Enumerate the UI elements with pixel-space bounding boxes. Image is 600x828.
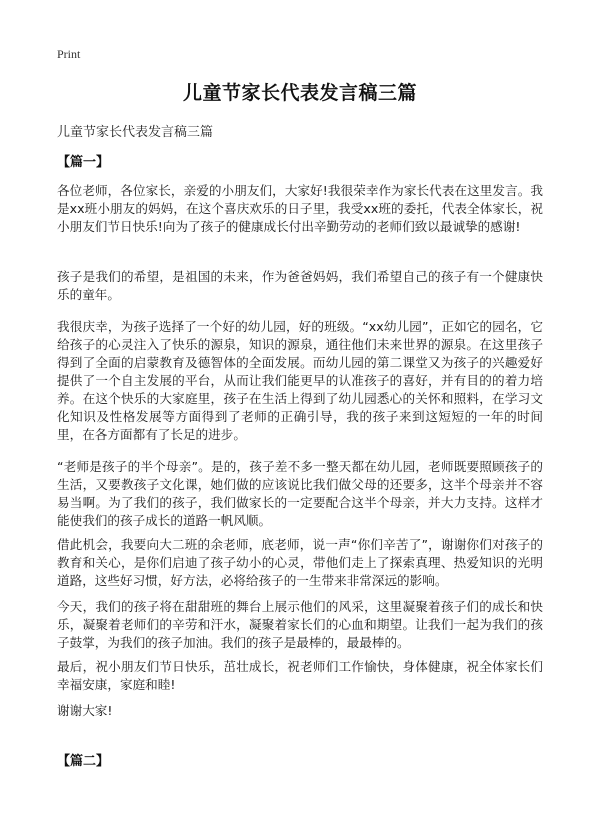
paragraph: 各位老师，各位家长，亲爱的小朋友们，大家好!我很荣幸作为家长代表在这里发言。我是xx班小朋友的妈妈，在这个喜庆欢乐的日子里，我受xx班的委托，代表全体家长，祝小朋友们节日快乐!向为了孩子的健康成长付出辛勤劳动的老师们致以最诚挚的感谢!	[57, 183, 543, 234]
paragraph: “老师是孩子的半个母亲”。是的，孩子差不多一整天都在幼儿园，老师既要照顾孩子的生活，又要教孩子文化课，她们做的应该说比我们做父母的还要多，这半个母亲并不容易当啊。为了我们的孩子，我们做家长的一定要配合这半个母亲，并大力支持。这样才能使我们的孩子成长的道路一帆风顺。	[57, 459, 543, 528]
print-link[interactable]: Print	[57, 47, 81, 61]
paragraph: 借此机会，我要向大二班的余老师，底老师，说一声“你们辛苦了”，谢谢你们对孩子的教育和关心，是你们启迪了孩子幼小的心灵，带他们走上了探索真理、热爱知识的光明道路，这些好习惯，好方法，必将给孩子的一生带来非常深远的影响。	[57, 537, 543, 588]
page-title: 儿童节家长代表发言稿三篇	[182, 82, 417, 104]
paragraph: 孩子是我们的希望，是祖国的未来，作为爸爸妈妈，我们希望自己的孩子有一个健康快乐的童年。	[57, 269, 543, 302]
paragraph: 最后，祝小朋友们节日快乐，茁壮成长，祝老师们工作愉快，身体健康，祝全体家长们幸福安康，家庭和睦!	[57, 659, 543, 692]
paragraph: 谢谢大家!	[57, 703, 113, 718]
paragraph: 今天，我们的孩子将在甜甜班的舞台上展示他们的风采，这里凝聚着孩子们的成长和快乐，凝聚着老师们的辛劳和汗水，凝聚着家长们的心血和期望。让我们一起为我们的孩子鼓掌，为我们的孩子加油。我们的孩子是最棒的，最最棒的。	[57, 599, 543, 650]
section-heading-1: 【篇一】	[57, 155, 110, 170]
document-subtitle: 儿童节家长代表发言稿三篇	[57, 125, 214, 140]
paragraph: 我很庆幸，为孩子选择了一个好的幼儿园，好的班级。“xx幼儿园”，正如它的园名，它给孩子的心灵注入了快乐的源泉，知识的源泉，通往他们未来世界的源泉。在这里孩子得到了全面的启蒙教育及德智体的全面发展。而幼儿园的第二课堂又为孩子的兴趣爱好提供了一个自主发展的平台，从而让我们能更早的认准孩子的喜好，并有目的的着力培养。在这个快乐的大家庭里，孩子在生活上得到了幼儿园悉心的关怀和照料，在学习文化知识及性格发展等方面得到了老师的正确引导，我的孩子来到这短短的一年的时间里，在各方面都有了长足的进步。	[57, 319, 543, 442]
section-heading-2: 【篇二】	[57, 754, 110, 769]
